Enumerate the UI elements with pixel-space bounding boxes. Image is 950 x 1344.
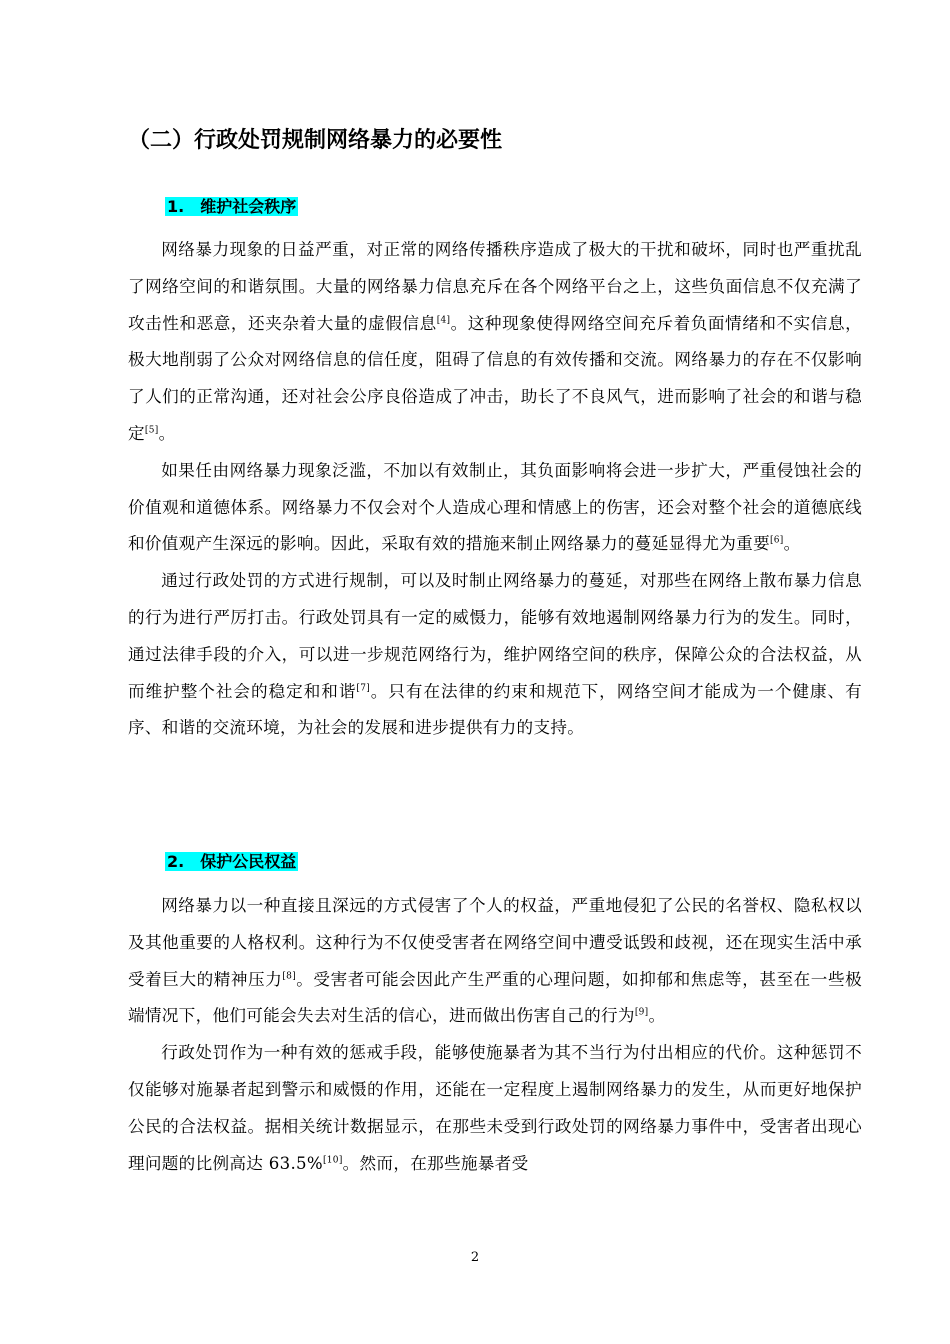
citation: [6] — [769, 535, 784, 546]
highlighted-heading — [165, 197, 298, 216]
paragraph-text: 。 — [158, 423, 176, 443]
subsection-body-1 — [128, 232, 862, 747]
paragraph — [128, 563, 862, 747]
heading-number: 2. — [167, 852, 185, 871]
paragraph — [128, 1035, 862, 1182]
paragraph-text: 通过行政处罚的方式进行规制，可以及时制止网络暴力的蔓延，对那些在网络上散布暴力信息的行为进行严厉打击。行政处罚具有一定的威慑力，能够有效地遏制网络暴力行为的发生。同时，通过法律手段的介入，可以进一步规范网络行为，维护网络空间的秩序，保障公众的合法权益，从而维护整个社会的稳定和和谐 — [128, 571, 862, 701]
highlighted-heading — [165, 852, 298, 871]
paragraph — [128, 888, 862, 1035]
citation: [8] — [282, 971, 297, 982]
page-number: 2 — [470, 1250, 480, 1265]
paragraph-text: 。然而，在那些施暴者受 — [342, 1153, 529, 1173]
paragraph-text: 。只有在法律的约束和规范下，网络空间才能成为一个健康、有序、和谐的交流环境，为社会的发展和进步提供有力的支持。 — [128, 681, 862, 738]
citation: [5] — [144, 425, 159, 436]
paragraph-text: 网络暴力以一种直接且深远的方式侵害了个人的权益，严重地侵犯了公民的名誉权、隐私权以及其他重要的人格权利。这种行为不仅使受害者在网络空间中遭受诋毁和歧视，还在现实生活中承受着巨大的精神压力 — [128, 896, 862, 989]
paragraph — [128, 232, 862, 453]
paragraph-text: 行政处罚作为一种有效的惩戒手段，能够使施暴者为其不当行为付出相应的代价。这种惩罚不仅能够对施暴者起到警示和威慑的作用，还能在一定程度上遏制网络暴力的发生，从而更好地保护公民的合法权益。据相关统计数据显示，在那些未受到行政处罚的网络暴力事件中，受害者出现心理问题的比例高达 63.5% — [128, 1043, 862, 1173]
paragraph-text: 如果任由网络暴力现象泛滥，不加以有效制止，其负面影响将会进一步扩大，严重侵蚀社会的价值观和道德体系。网络暴力不仅会对个人造成心理和情感上的伤害，还会对整个社会的道德底线和价值观产生深远的影响。因此，采取有效的措施来制止网络暴力的蔓延显得尤为重要 — [128, 460, 862, 554]
paragraph — [128, 453, 862, 563]
heading-number: 1. — [167, 197, 185, 216]
paragraph-text: 。 — [648, 1006, 666, 1026]
heading-title: 保护公民权益 — [200, 852, 297, 871]
section-title: （二）行政处罚规制网络暴力的必要性 — [128, 128, 503, 153]
paragraph-text: 。 — [783, 534, 801, 554]
heading-title: 维护社会秩序 — [200, 197, 297, 216]
paragraph-text: 。受害者可能会因此产生严重的心理问题，如抑郁和焦虑等，甚至在一些极端情况下，他们可能会失去对生活的信心，进而做出伤害自己的行为 — [128, 969, 862, 1026]
paragraph-text: 网络暴力现象的日益严重，对正常的网络传播秩序造成了极大的干扰和破坏，同时也严重扰乱了网络空间的和谐氛围。大量的网络暴力信息充斥在各个网络平台之上，这些负面信息不仅充满了攻击性和恶意，还夹杂着大量的虚假信息 — [128, 240, 862, 333]
paragraph-text: 。这种现象使得网络空间充斥着负面情绪和不实信息，极大地削弱了公众对网络信息的信任度，阻碍了信息的有效传播和交流。网络暴力的存在不仅影响了人们的正常沟通，还对社会公序良俗造成了冲击，助长了不良风气，进而影响了社会的和谐与稳定 — [128, 313, 862, 443]
citation: [10] — [322, 1155, 343, 1166]
citation: [4] — [436, 315, 451, 326]
subsection-body-2 — [128, 888, 862, 1182]
subsection-heading-2 — [165, 850, 298, 874]
subsection-heading-1 — [165, 195, 298, 219]
citation: [9] — [634, 1007, 649, 1018]
citation: [7] — [356, 683, 371, 694]
